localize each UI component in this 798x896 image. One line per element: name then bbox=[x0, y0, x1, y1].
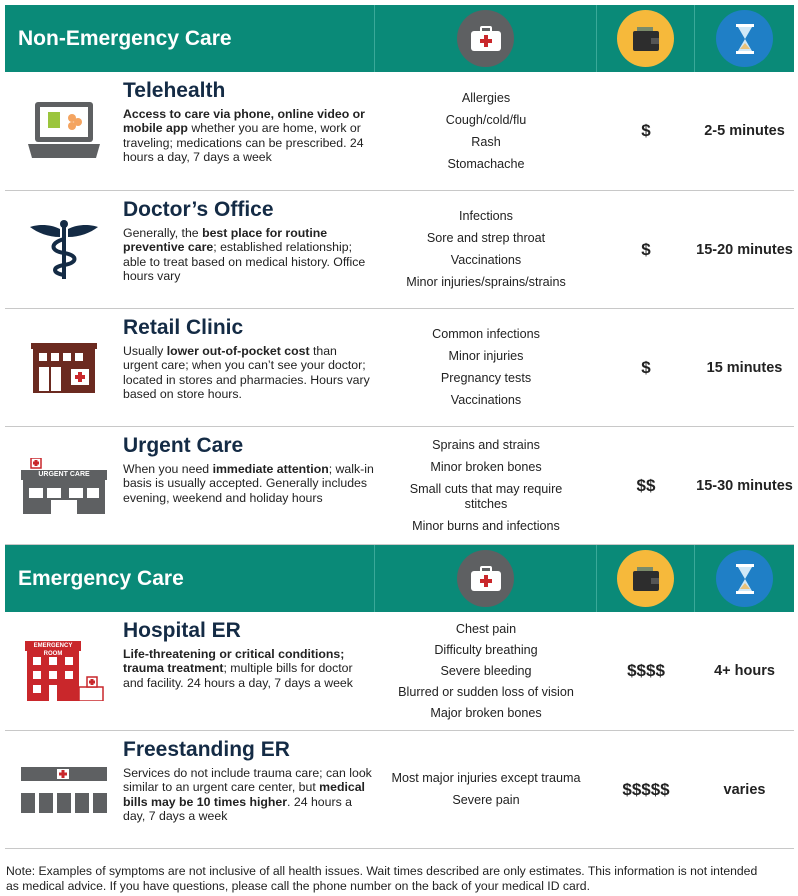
symptom: Minor injuries bbox=[448, 349, 524, 363]
symptom: Most major injuries except trauma bbox=[391, 771, 581, 785]
cost-level: $$$$$ bbox=[622, 779, 670, 799]
symptom: Common infections bbox=[432, 327, 540, 341]
symptoms-list bbox=[375, 191, 597, 308]
cost-level: $ bbox=[641, 357, 651, 377]
symptom: Vaccinations bbox=[450, 393, 522, 407]
symptom: Severe bleeding bbox=[440, 663, 532, 678]
care-row-urgent-care bbox=[5, 427, 794, 545]
wait-time: varies bbox=[723, 781, 766, 798]
caduceus-icon bbox=[5, 191, 123, 308]
wallet-icon bbox=[617, 550, 674, 607]
first-aid-kit-icon bbox=[457, 550, 514, 607]
urgent-care-building-icon bbox=[5, 427, 123, 544]
care-row-retail-clinic bbox=[5, 309, 794, 427]
care-description: When you need immediate attention; walk-in basis is usually accepted. Generally includes evening, weekend and holiday hours bbox=[123, 462, 374, 505]
symptom: Minor injuries/sprains/strains bbox=[406, 275, 566, 289]
wait-time: 15-20 minutes bbox=[696, 241, 793, 258]
laptop-icon bbox=[5, 72, 123, 190]
wait-time: 4+ hours bbox=[714, 663, 775, 679]
wait-time: 15 minutes bbox=[706, 359, 783, 376]
symptom: Vaccinations bbox=[450, 253, 522, 267]
hospital-icon bbox=[5, 612, 123, 730]
care-row-doctors-office bbox=[5, 191, 794, 309]
care-row-hospital-er bbox=[5, 612, 794, 731]
symptoms-list bbox=[375, 731, 597, 848]
store-icon bbox=[5, 309, 123, 426]
symptom: Rash bbox=[471, 134, 501, 149]
building-sign: URGENT CARE bbox=[38, 470, 90, 478]
wait-time: 2-5 minutes bbox=[704, 123, 785, 139]
cost-level: $ bbox=[641, 239, 651, 259]
care-title: Freestanding ER bbox=[123, 738, 290, 761]
symptom: Blurred or sudden loss of vision bbox=[398, 684, 574, 699]
symptom: Sore and strep throat bbox=[426, 231, 546, 245]
care-title: Hospital ER bbox=[123, 619, 241, 642]
care-title: Telehealth bbox=[123, 79, 226, 102]
symptom: Minor burns and infections bbox=[412, 518, 560, 533]
emergency-header bbox=[5, 545, 794, 612]
symptom: Stomachache bbox=[447, 156, 525, 171]
wallet-icon bbox=[617, 10, 674, 67]
symptom: Infections bbox=[459, 209, 513, 223]
wait-time: 15-30 minutes bbox=[696, 477, 793, 494]
freestanding-er-icon bbox=[5, 731, 123, 848]
cost-level: $ bbox=[641, 121, 651, 140]
symptom: Cough/cold/flu bbox=[445, 112, 527, 127]
care-description: Life-threatening or critical conditions; trauma treatment; multiple bills for doctor and facility. 24 hours a day, 7 days a week bbox=[123, 647, 353, 690]
symptoms-list bbox=[375, 427, 597, 544]
hourglass-icon bbox=[716, 550, 773, 607]
symptom: Small cuts that may require stitches bbox=[409, 481, 563, 511]
disclaimer-note: Note: Examples of symptoms are not inclusive of all health issues. Wait times described are only estimates. This information is not intended as medical advice. If you have questions, please call the phone number on the back of your medical ID card. bbox=[6, 864, 758, 893]
care-description: Generally, the best place for routine preventive care; established relationship; able to treat based on medical history. Office hours vary bbox=[123, 226, 366, 284]
symptom: Major broken bones bbox=[430, 705, 542, 720]
cost-level: $$ bbox=[636, 475, 656, 495]
symptom: Difficulty breathing bbox=[434, 642, 538, 657]
symptom: Severe pain bbox=[452, 793, 520, 807]
care-description: Access to care via phone, online video or mobile app whether you are home, work or traveling; medications can be prescribed. 24 hours a day, 7 days a week bbox=[123, 107, 365, 165]
symptom: Allergies bbox=[461, 90, 511, 105]
hourglass-icon bbox=[716, 10, 773, 67]
symptom: Minor broken bones bbox=[430, 459, 542, 474]
cost-level: $$$$ bbox=[627, 661, 665, 680]
symptoms-list bbox=[375, 612, 597, 730]
care-title: Urgent Care bbox=[123, 434, 244, 457]
care-description: Usually lower out-of-pocket cost than urgent care; when you can’t see your doctor; located in stores and pharmacies. Hours vary based on store hours. bbox=[123, 344, 370, 402]
care-title: Retail Clinic bbox=[123, 316, 244, 339]
section-title: Emergency Care bbox=[5, 545, 375, 612]
building-sign: EMERGENCY ROOM bbox=[33, 643, 73, 657]
care-row-freestanding-er bbox=[5, 731, 794, 849]
symptoms-list bbox=[375, 309, 597, 426]
non-emergency-header bbox=[5, 5, 794, 72]
symptom: Pregnancy tests bbox=[440, 371, 532, 385]
care-row-telehealth bbox=[5, 72, 794, 191]
first-aid-kit-icon bbox=[457, 10, 514, 67]
care-options-table bbox=[5, 5, 794, 849]
symptom: Chest pain bbox=[455, 621, 517, 636]
section-title: Non-Emergency Care bbox=[5, 5, 375, 72]
symptoms-list bbox=[375, 72, 597, 190]
symptom: Sprains and strains bbox=[432, 437, 540, 452]
care-title: Doctor’s Office bbox=[123, 198, 274, 221]
care-description: Services do not include trauma care; can look similar to an urgent care center, but medical bills may be 10 times higher. 24 hours a day, 7 days a week bbox=[123, 766, 372, 824]
